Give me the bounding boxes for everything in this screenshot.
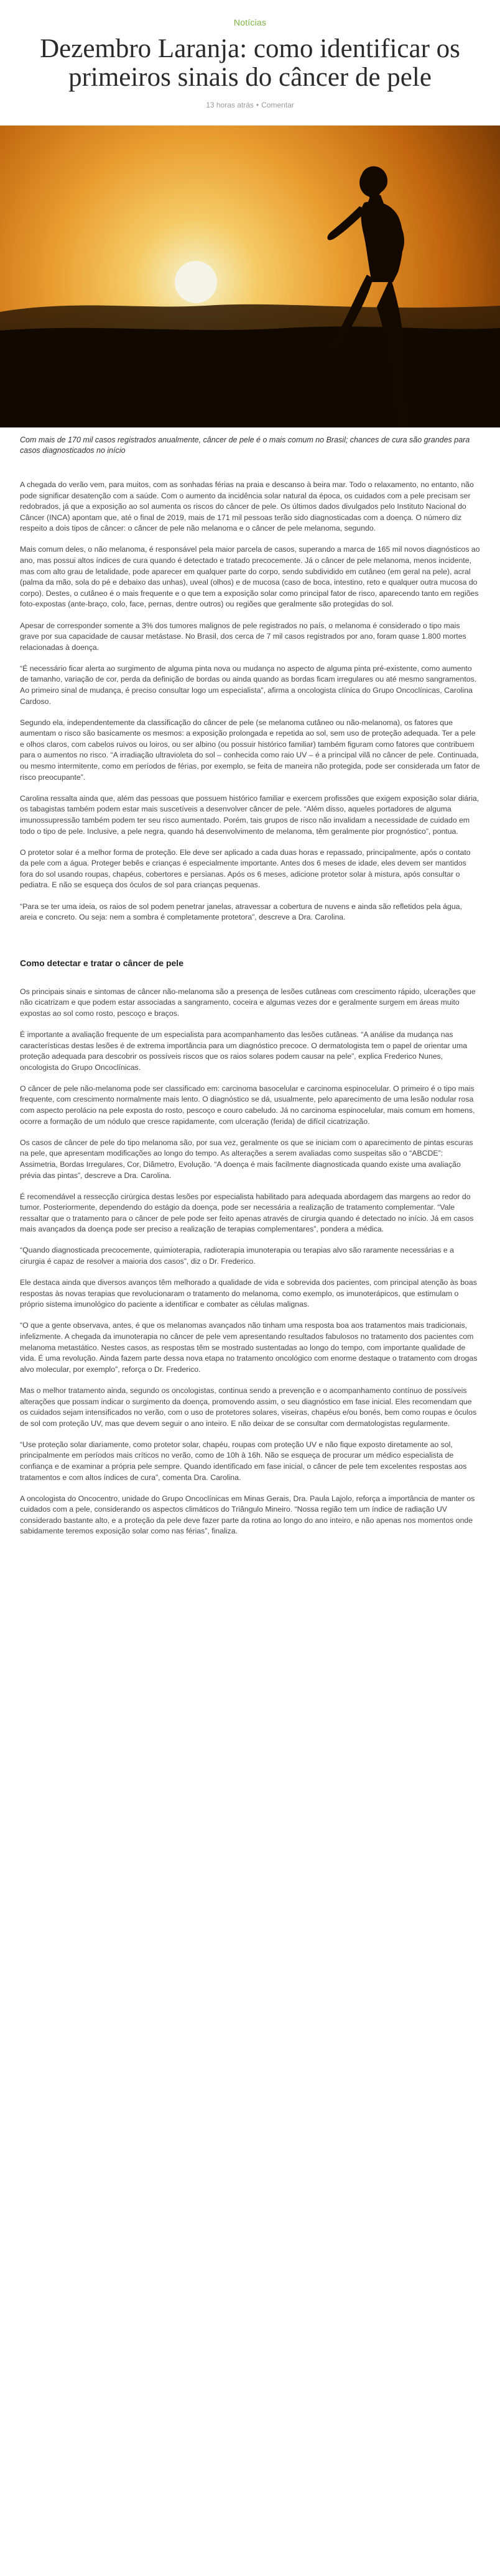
- article-header: [0, 0, 500, 109]
- paragraph: “Para se ter uma ideia, os raios de sol podem penetrar janelas, atravessar a cobertura de nuvens e ainda são refletidos pela água, areia e concreto. Ou seja: nem a sombra é completamente protetora”, descreve a Dra. Carolina.: [20, 902, 462, 922]
- comment-link[interactable]: Comentar: [261, 101, 294, 109]
- paragraph: O câncer de pele não-melanoma pode ser classificado em: carcinoma basocelular e carcinoma espinocelular. O primeiro é o tipo mais frequente, com crescimento normalmente mais lento. O diagnóstico se dá, usualmente, pelo aparecimento de uma lesão nodular rosa com aspecto perolácio na pele exposta do rosto, pescoço e couro cabeludo. Já no carcinoma espinocelular, mais comum em homens, ocorre a formação de um nódulo que cresce rapidamente, com ulceração (ferida) de difícil cicatrização.: [20, 1084, 475, 1126]
- paragraph: “Quando diagnosticada precocemente, quimioterapia, radioterapia imunoterapia ou terapias alvo são raramente necessárias e a cirurgia é capaz de resolver a maioria dos casos”, diz o Dr. Frederico.: [20, 1246, 454, 1266]
- paragraph: Os principais sinais e sintomas de câncer não-melanoma são a presença de lesões cutâneas com crescimento rápido, ulcerações que não cicatrizam e que podem estar associadas a sangramento, coceira e algumas vezes dor e geralmente surgem em áreas muito expostas ao sol como rosto, pescoço e braços.: [20, 987, 476, 1018]
- paragraph: A chegada do verão vem, para muitos, com as sonhadas férias na praia e descanso à beira mar. Todo o relaxamento, no entanto, não pode significar desatenção com a saúde. Com o aumento da incidência solar natural da época, os cuidados com a pele precisam ser redobrados, já que a exposição ao sol aumenta os riscos do câncer de pele. Os últimos dados divulgados pelo Instituto Nacional do Câncer (INCA) apontam que, até o final de 2019, mais de 171 mil pessoas terão sido diagnosticadas com a doença. O número diz respeito a dois tipos de câncer: o câncer de pele não melanoma e o câncer de pele melanoma, segundo.: [20, 480, 474, 533]
- paragraph: Os casos de câncer de pele do tipo melanoma são, por sua vez, geralmente os que se iniciam com o aparecimento de pintas escuras na pele, que apresentam modificações ao longo do tempo. As alterações a serem avaliadas como suspeitas são o “ABCDE”: Assimetria, Bordas Irregulares, Cor, Diâmetro, Evolução. “A doença é mais facilmente diagnosticada quando existe uma avaliação prévia das pintas”, descreve a Dra. Carolina.: [20, 1138, 473, 1180]
- paragraph: Apesar de corresponder somente a 3% dos tumores malignos de pele registrados no país, o melanoma é considerado o tipo mais grave por sua capacidade de causar metástase. No Brasil, dos cerca de 7 mil casos registrados por ano, foram quase 1.800 mortes relacionadas à doença.: [20, 621, 466, 652]
- paragraph: A oncologista do Oncocentro, unidade do Grupo Oncoclínicas em Minas Gerais, Dra. Paula Lajolo, reforça a importância de manter os cuidados com a pele, considerando os aspectos climáticos do Triângulo Mineiro. “Nossa região tem um índice de radiação UV considerado bastante alto, e a proteção da pele deve fazer parte da rotina ao longo do ano inteiro, e não apenas nos momentos onde sabidamente teremos exposição solar como nas férias”, finaliza.: [20, 1494, 475, 1536]
- paragraph: “Use proteção solar diariamente, como protetor solar, chapéu, roupas com proteção UV e não fique exposto diretamente ao sol, principalmente em períodos mais críticos no verão, como de 10h à 16h. Não se esqueça de procurar um médico especialista de confiança e de examinar a própria pele sempre. Quando identificado em fase inicial, o câncer de pele tem excelentes respostas aos tratamentos e com altos índices de cura”, comenta Dra. Carolina.: [20, 1440, 467, 1482]
- article-meta: [0, 101, 500, 109]
- hero-image: [0, 126, 500, 427]
- paragraph: O protetor solar é a melhor forma de proteção. Ele deve ser aplicado a cada duas horas e repassado, principalmente, após o contato da pele com a água. Proteger bebês e crianças é especialmente importante. Antes dos 6 meses de idade, eles devem ser mantidos fora do sol usando roupas, chapéus, cobertores e persianas. Após os 6 meses, adicione protetor solar à mistura, após consultar o pediatra. E não se esqueça dos óculos de sol para crianças pequenas.: [20, 847, 471, 890]
- image-caption: Com mais de 170 mil casos registrados anualmente, câncer de pele é o mais comum no Brasil; chances de cura são grandes para casos diagnosticados no início: [20, 436, 470, 455]
- paragraph: Ele destaca ainda que diversos avanços têm melhorado a qualidade de vida e sobrevida dos pacientes, com principal atenção às boas respostas às novas terapias que revolucionaram o tratamento do melanoma, como exemplo, os imunoterápicos, que estimulam o próprio sistema imunológico do paciente a identificar e combater as células malignas.: [20, 1278, 477, 1309]
- paragraph: Mas o melhor tratamento ainda, segundo os oncologistas, continua sendo a prevenção e o acompanhamento contínuo de possíveis alterações que possam indicar o surgimento da doença, promovendo assim, o seu diagnóstico em fase inicial. Eles recomendam que os cuidados sejam intensificados no verão, com o uso de protetores solares, viseiras, chapéus e/ou bonés, bem como roupas e óculos de sol com proteção UV, mas que devem seguir o ano inteiro. E não deixar de se consultar com dermatologistas regularmente.: [20, 1386, 477, 1428]
- meta-separator: •: [256, 101, 259, 109]
- article-title: Dezembro Laranja: como identificar os primeiros sinais do câncer de pele: [40, 34, 460, 92]
- runner-silhouette-sunset-photo: [0, 126, 500, 427]
- paragraph: “É necessário ficar alerta ao surgimento de alguma pinta nova ou mudança no aspecto de alguma pinta pré-existente, como aumento de tamanho, variação de cor, perda da definição de bordas ou ainda quando as bordas ficam irregulares ou até mesmo sangramentos. Ao primeiro sinal de mudança, é preciso consultar logo um especialista”, afirma a oncologista clínica do Grupo Oncoclínicas, Carolina Cardoso.: [20, 664, 477, 706]
- paragraph: Carolina ressalta ainda que, além das pessoas que possuem histórico familiar e exercem profissões que exigem exposição solar diária, os tabagistas também podem estar mais suscetíveis a desenvolver câncer de pele. “Além disso, aqueles portadores de alguma imunossupressão também podem ter seu risco aumentado. Porém, tais grupos de risco não invalidam a necessidade de cuidado em todo o tipo de pele. Inclusive, a pele negra, quando há desenvolvimento de melanoma, têm geralmente pior prognóstico”, pontua.: [20, 793, 479, 836]
- paragraph: É importante a avaliação frequente de um especialista para acompanhamento das lesões cutâneas. “A análise da mudança nas características destas lesões é de extrema importância para um diagnóstico precoce. O dermatologista tem o papel de orientar uma proteção adequada para descobrir os possíveis riscos que os raios solares podem causar na pele”, explica Frederico Nunes, oncologista do Grupo Oncoclínicas.: [20, 1030, 468, 1072]
- paragraph: Mais comum deles, o não melanoma, é responsável pela maior parcela de casos, superando a marca de 165 mil novos diagnósticos ao ano, mas possui altos índices de cura quando é detectado e tratado precocemente. Já o câncer de pele melanoma, menos incidente, mas com alto grau de letalidade, pode aparecer em qualquer parte do corpo, sendo subdividido em cutâneo (em geral na pele), acral (palma da mão, sola do pé e debaixo das unhas), uveal (olhos) e de mucosa (caso de boca, intestino, reto e qualquer outra mucosa do corpo). Destes, o cutâneo é o mais frequente e o que tem a exposição solar como principal fator de risco, aparecendo tanto em regiões foto-expostas (ante-braço, colo, face, pernas, dentre outros) ou regiões que geralmente são protegidas do sol.: [20, 545, 480, 609]
- article-body: [20, 480, 480, 1537]
- paragraph: Segundo ela, independentemente da classificação do câncer de pele (se melanoma cutâneo ou não-melanoma), os fatores que aumentam o risco são basicamente os mesmos: a exposição prolongada e repetida ao sol, sem uso de proteção adequada. Ter a pele e olhos claros, com cabelos ruivos ou loiros, ou ser albino (ou possuir histórico familiar) também figuram como fatores que contribuem para o aumentos no risco. “A irradiação ultravioleta do sol – conhecida como raio UV – é a principal vilã no câncer de pele. Continuada, ou mesmo intermitente, como em períodos de férias, por exemplo, se feita de maneira não protegida, pode ser considerada um fator de risco preocupante”.: [20, 718, 480, 782]
- publish-time: 13 horas atrás: [206, 101, 254, 109]
- paragraph: “O que a gente observava, antes, é que os melanomas avançados não tinham uma resposta boa aos tratamentos mais tradicionais, infelizmente. A chegada da imunoterapia no câncer de pele vem apresentando resultados fabulosos no tratamento dos pacientes com melanoma metastático. Nestes casos, as respostas têm se mostrado sustentadas ao longo do tempo, com importante qualidade de vida. É uma revolução. Ainda fazem parte dessa nova etapa no tratamento oncológico com enorme destaque o tratamento com drogas alvo molecular, por exemplo”, reforça o Dr. Frederico.: [20, 1321, 478, 1374]
- paragraph: É recomendável a ressecção cirúrgica destas lesões por especialista habilitado para adequada abordagem das margens ao redor do tumor. Posteriormente, dependendo do estágio da doença, pode ser necessária a realização de tratamento complementar. “Vale ressaltar que o tratamento para o câncer de pele pode ser feito apenas através de cirurgia quando é detectado no início. Já em casos mais avançados da doença pode ser preciso a realização de terapias complementares”, pondera a médica.: [20, 1192, 474, 1234]
- section-heading: Como detectar e tratar o câncer de pele: [20, 957, 183, 968]
- category-link[interactable]: Notícias: [233, 17, 267, 27]
